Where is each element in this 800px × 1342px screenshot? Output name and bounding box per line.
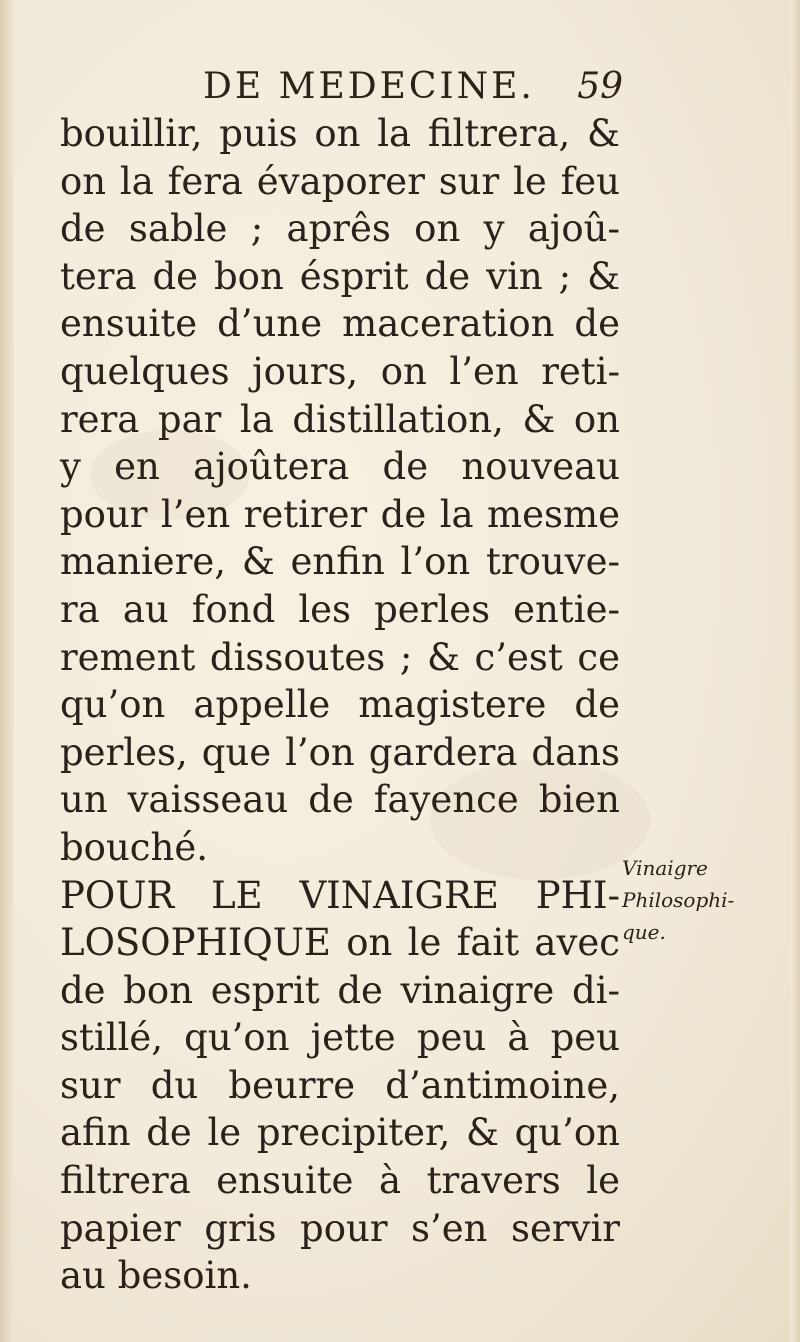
page-edge-shadow: [790, 0, 800, 1342]
text-line: qu’on appelle magistere de: [60, 683, 620, 727]
text-line: ensuite d’une maceration de: [60, 302, 620, 346]
text-line: rera par la distillation, & on: [60, 397, 620, 441]
text-line: sur du beurre d’antimoine,: [60, 1063, 620, 1107]
text-line: afin de le precipiter, & qu’on: [60, 1111, 620, 1155]
margin-note: [622, 852, 782, 948]
text-line: ra au fond les perles entie-: [60, 587, 620, 631]
text-line: stillé, qu’on jette peu à peu: [60, 1016, 620, 1060]
margin-note-line: que.: [622, 920, 666, 944]
text-line: bouché.: [60, 825, 208, 869]
text-line: on la fera évaporer sur le feu: [60, 159, 620, 203]
text-line: un vaisseau de fayence bien: [60, 778, 620, 822]
page-gutter-shadow: [0, 0, 14, 1342]
text-line: de sable ; aprês on y ajoû-: [60, 207, 620, 251]
margin-note-line: Vinaigre: [622, 856, 708, 880]
text-line: filtrera ensuite à travers le: [60, 1159, 620, 1203]
text-line: de bon esprit de vinaigre di-: [60, 968, 620, 1012]
text-line: papier gris pour s’en servir: [60, 1206, 620, 1250]
section-heading-line: POUR LE VINAIGRE PHI-: [60, 873, 620, 917]
text-line: maniere, & enfin l’on trouve-: [60, 540, 620, 584]
running-head-title: DE MEDECINE.: [203, 66, 535, 107]
running-head: [195, 62, 625, 112]
text-line: perles, que l’on gardera dans: [60, 730, 620, 774]
text-line: rement dissoutes ; & c’est ce: [60, 635, 620, 679]
text-line: bouillir, puis on la filtrera, &: [60, 112, 620, 155]
text-line: tera de bon ésprit de vin ; &: [60, 254, 620, 298]
text-line: au besoin.: [60, 1254, 252, 1298]
text-line: pour l’en retirer de la mesme: [60, 492, 620, 536]
text-line: y en ajoûtera de nouveau: [60, 445, 620, 489]
margin-note-line: Philosophi-: [622, 888, 735, 912]
text-line: LOSOPHIQUE on le fait avec: [60, 921, 620, 965]
text-line: quelques jours, on l’en reti-: [60, 349, 620, 393]
body-text: [60, 110, 620, 1300]
page-number: 59: [577, 66, 623, 107]
